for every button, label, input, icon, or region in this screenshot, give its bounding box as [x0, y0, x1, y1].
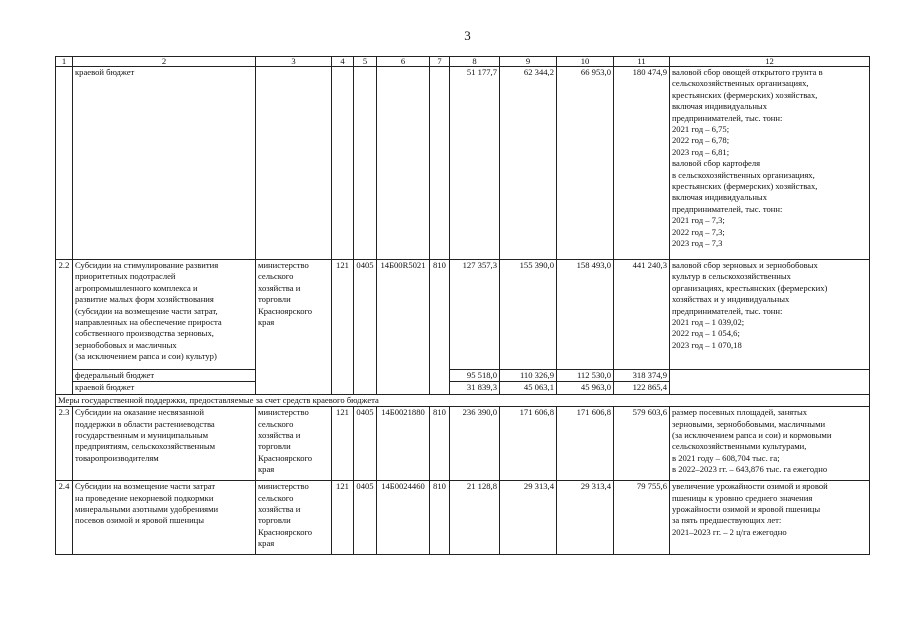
amount-2022: 62 344,2 — [500, 67, 557, 260]
header-cell: 1 — [56, 57, 73, 67]
measure-name-line: зернобобовых и масличных — [75, 339, 177, 350]
measure-name-line: развитие малых форм хозяйствования — [75, 294, 214, 305]
amount-2022: 45 063,1 — [500, 382, 557, 394]
measure-name-line: Субсидии на возмещение части затрат — [75, 481, 216, 492]
code-cell — [332, 67, 354, 260]
ministry-line: Красноярского — [258, 452, 313, 463]
indicator-line: 2021 год – 7,3; — [672, 215, 725, 226]
indicator-line: включая индивидуальных — [672, 192, 768, 203]
ministry-line: Красноярского — [258, 305, 313, 316]
indicator-line: 2022 год – 1 054,6; — [672, 328, 740, 339]
amount-2022: 155 390,0 — [500, 260, 557, 370]
amount-2023: 45 963,0 — [557, 382, 614, 394]
row-number: 2.4 — [56, 481, 73, 555]
indicator-line: в 2021 году – 608,704 тыс. га; — [672, 452, 780, 463]
csr-code: 14Б0021880 — [377, 407, 430, 481]
header-row — [56, 57, 870, 67]
measure-name-line: (за исключением рапса и сои) культур) — [75, 351, 217, 362]
indicator-line: увеличение урожайности озимой и яровой — [672, 481, 828, 492]
indicators-cell — [670, 407, 870, 481]
ministry-line: министерство — [258, 481, 309, 492]
indicator-line: валовой сбор картофеля — [672, 158, 761, 169]
ministry-line: хозяйства и — [258, 504, 301, 515]
amount-2022: 110 326,9 — [500, 370, 557, 382]
indicator-line: предпринимателей, тыс. тонн: — [672, 203, 783, 214]
ministry-cell — [256, 481, 332, 555]
measure-name-cell — [73, 481, 256, 555]
section-heading-row — [56, 394, 870, 406]
indicator-line: (за исключением рапса и сои) и кормовыми — [672, 430, 832, 441]
measure-name-line: товаропроизводителям — [75, 452, 159, 463]
indicator-line: за пять предшествующих лет: — [672, 515, 782, 526]
amount-total: 579 603,6 — [614, 407, 670, 481]
amount-2023: 66 953,0 — [557, 67, 614, 260]
indicators-cell — [670, 481, 870, 555]
ministry-line: края — [258, 538, 275, 549]
measure-name-line: государственным и муниципальным — [75, 430, 209, 441]
indicator-line: организациях, крестьянских (фермерских) — [672, 282, 828, 293]
section-title: Меры государственной поддержки, предоставляемые за счет средств краевого бюджета — [56, 394, 870, 406]
table-row — [56, 407, 870, 481]
ministry-line: сельского — [258, 418, 294, 429]
row-number: 2.2 — [56, 260, 73, 395]
indicator-line: зерновыми, зернобобовыми, масличными — [672, 418, 826, 429]
budget-source-label: федеральный бюджет — [73, 370, 256, 382]
indicator-line: 2021 год – 6,75; — [672, 124, 730, 135]
measure-name-line: направленных на обеспечение прироста — [75, 317, 222, 328]
rz-pr-code: 0405 — [354, 407, 377, 481]
indicator-line: хозяйствах и у индивидуальных — [672, 294, 790, 305]
ministry-line: края — [258, 317, 275, 328]
csr-code: 14Б0024460 — [377, 481, 430, 555]
amount-2022: 29 313,4 — [500, 481, 557, 555]
indicator-line: 2021 год – 1 039,02; — [672, 317, 745, 328]
ministry-line: торговли — [258, 294, 291, 305]
row-number: 2.3 — [56, 407, 73, 481]
ministry-cell — [256, 407, 332, 481]
gr-bs-code: 121 — [332, 260, 354, 395]
amount-2021: 31 839,3 — [450, 382, 500, 394]
vr-code: 810 — [430, 260, 450, 395]
indicator-line: 2022 год – 7,3; — [672, 226, 725, 237]
ministry-line: хозяйства и — [258, 430, 301, 441]
table-row — [56, 260, 870, 370]
indicators-cell — [670, 370, 870, 395]
header-cell: 5 — [354, 57, 377, 67]
budget-source-label: краевой бюджет — [73, 382, 256, 394]
measure-name-line: Субсидии на оказание несвязанной — [75, 407, 204, 418]
indicator-line: 2022 год – 6,78; — [672, 135, 730, 146]
indicator-line: в 2022–2023 гг. – 643,876 тыс. га ежегодно — [672, 464, 828, 475]
measure-name-line: приоритетных подотраслей — [75, 271, 176, 282]
page-number: 3 — [464, 28, 471, 43]
amount-total: 180 474,9 — [614, 67, 670, 260]
indicator-line: 2023 год – 7,3 — [672, 238, 723, 249]
measure-name-line: посевов озимой и яровой пшеницы — [75, 515, 205, 526]
indicator-line: крестьянских (фермерских) хозяйствах, — [672, 89, 818, 100]
ministry-line: Красноярского — [258, 526, 313, 537]
code-cell — [377, 67, 430, 260]
ministry-line: министерство — [258, 407, 309, 418]
measure-name-line: (субсидии на возмещение части затрат, — [75, 305, 218, 316]
amount-2023: 29 313,4 — [557, 481, 614, 555]
amount-2021: 21 128,8 — [450, 481, 500, 555]
table-row — [56, 370, 870, 382]
vr-code: 810 — [430, 481, 450, 555]
ministry-line: хозяйства и — [258, 282, 301, 293]
vr-code: 810 — [430, 407, 450, 481]
indicator-line: 2021–2023 гг. – 2 ц/га ежегодно — [672, 526, 787, 537]
code-cell — [354, 67, 377, 260]
ministry-cell — [256, 67, 332, 260]
header-cell: 8 — [450, 57, 500, 67]
measure-name-line: Субсидии на стимулирование развития — [75, 260, 219, 270]
measure-name-cell — [73, 407, 256, 481]
indicator-line: размер посевных площадей, занятых — [672, 407, 808, 418]
indicator-line: 2023 год – 6,81; — [672, 146, 730, 157]
indicator-line: крестьянских (фермерских) хозяйствах, — [672, 181, 818, 192]
gr-bs-code: 121 — [332, 481, 354, 555]
measure-name-cell — [73, 260, 256, 370]
header-cell: 11 — [614, 57, 670, 67]
indicators-cell — [670, 67, 870, 260]
header-cell: 7 — [430, 57, 450, 67]
indicator-line: предпринимателей, тыс. тонн: — [672, 305, 783, 316]
rz-pr-code: 0405 — [354, 481, 377, 555]
measure-name-line: собственного производства зерновых, — [75, 328, 214, 339]
amount-total: 441 240,3 — [614, 260, 670, 370]
ministry-line: сельского — [258, 271, 294, 282]
budget-table — [55, 56, 870, 555]
measure-name-line: поддержки в области растениеводства — [75, 418, 215, 429]
header-cell: 6 — [377, 57, 430, 67]
indicator-line: пшеницы к уровню среднего значения — [672, 492, 813, 503]
csr-code: 14Б00R5021 — [377, 260, 430, 395]
table-row — [56, 67, 870, 260]
indicator-line: включая индивидуальных — [672, 101, 768, 112]
amount-2023: 112 530,0 — [557, 370, 614, 382]
row-number-cell — [56, 67, 73, 260]
code-cell — [430, 67, 450, 260]
amount-2023: 158 493,0 — [557, 260, 614, 370]
amount-total: 79 755,6 — [614, 481, 670, 555]
amount-total: 122 865,4 — [614, 382, 670, 394]
header-cell: 3 — [256, 57, 332, 67]
indicator-line: сельскохозяйственными культурами, — [672, 441, 807, 452]
indicator-line: 2023 год – 1 070,18 — [672, 339, 742, 350]
budget-source-label: краевой бюджет — [73, 67, 256, 260]
amount-2022: 171 606,8 — [500, 407, 557, 481]
ministry-line: министерство — [258, 260, 309, 270]
amount-total: 318 374,9 — [614, 370, 670, 382]
indicator-line: урожайности озимой и яровой пшеницы — [672, 504, 821, 515]
indicator-line: культур в сельскохозяйственных — [672, 271, 791, 282]
indicator-line: валовой сбор овощей открытого грунта в — [672, 67, 823, 77]
measure-name-line: агропромышленного комплекса и — [75, 282, 198, 293]
header-cell: 4 — [332, 57, 354, 67]
indicator-line: в сельскохозяйственных организациях, — [672, 169, 815, 180]
ministry-line: торговли — [258, 441, 291, 452]
indicators-cell — [670, 260, 870, 370]
amount-2023: 171 606,8 — [557, 407, 614, 481]
header-cell: 10 — [557, 57, 614, 67]
amount-2021: 51 177,7 — [450, 67, 500, 260]
amount-2021: 236 390,0 — [450, 407, 500, 481]
indicator-line: сельскохозяйственных организациях, — [672, 78, 809, 89]
header-cell: 12 — [670, 57, 870, 67]
rz-pr-code: 0405 — [354, 260, 377, 395]
indicator-line: предпринимателей, тыс. тонн: — [672, 112, 783, 123]
measure-name-line: минеральными азотными удобрениями — [75, 504, 219, 515]
ministry-line: торговли — [258, 515, 291, 526]
measure-name-line: на проведение некорневой подкормки — [75, 492, 214, 503]
ministry-line: края — [258, 464, 275, 475]
header-cell: 2 — [73, 57, 256, 67]
ministry-line: сельского — [258, 492, 294, 503]
measure-name-line: предприятиям, сельскохозяйственным — [75, 441, 216, 452]
table-row — [56, 481, 870, 555]
amount-2021: 127 357,3 — [450, 260, 500, 370]
amount-2021: 95 518,0 — [450, 370, 500, 382]
header-cell: 9 — [500, 57, 557, 67]
indicator-line: валовой сбор зерновых и зернобобовых — [672, 260, 818, 270]
ministry-cell — [256, 260, 332, 395]
gr-bs-code: 121 — [332, 407, 354, 481]
